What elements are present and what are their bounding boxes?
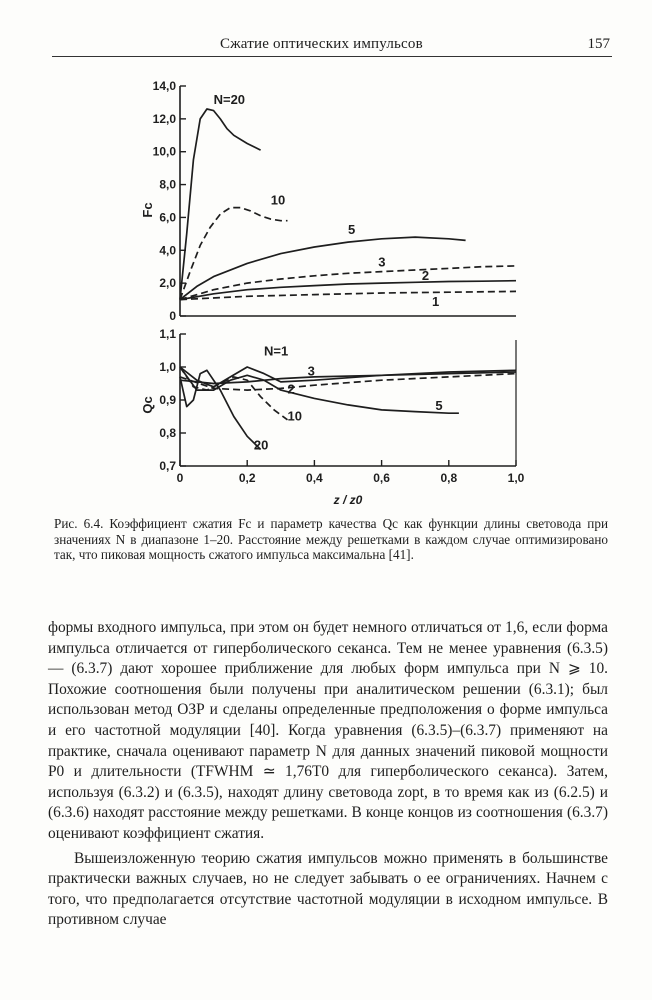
series-label: 10 [270,192,286,208]
series-label: 3 [378,254,386,270]
series-label: 1 [432,294,440,310]
series-label: 2 [287,381,295,397]
series-curve-N=20 [180,109,261,300]
y-tick-label: 10,0 [152,144,176,159]
series-label: 10 [287,408,302,424]
running-title: Сжатие оптических импульсов [220,36,423,52]
page-number: 157 [587,36,610,52]
y-axis-label: Fc [140,202,155,218]
y-tick-label: 6,0 [159,210,176,225]
caption-label: Рис. 6.4. [54,516,104,531]
x-tick-label: 0,8 [440,471,458,485]
figure-caption [54,516,608,563]
paragraph: Вышеизложенную теорию сжатия импульсов можно применять в большинстве практически важных случаев, но не следует забывать о ее ограничениях. Начнем с того, что предполагается отсутствие частотной модуляции в исходном импульсе. В противном случае [48,849,608,929]
y-tick-label: 0,7 [159,459,176,473]
y-tick-label: 0,8 [159,426,176,440]
x-tick-label: 0,2 [238,471,256,485]
x-axis-label: z / z0 [333,493,363,507]
x-tick-label: 0 [176,471,184,485]
x-tick-label: 0,6 [373,471,390,485]
body-text [48,618,608,931]
series-label: 2 [421,267,430,283]
series-curve-1 [180,291,516,299]
y-tick-label: 0 [169,309,176,323]
paragraph: формы входного импульса, при этом он будет немного отличаться от 1,6, если форма импульса отличается от гиперболического секанса. Тем не менее уравнения (6.3.5) — (6.3.7) дают хорошее приближение для любых форм импульса при N ⩾ 10. Похожие соотношения были получены при аналитическом решении (6.3.1); был использован метод ОЗР и сделаны определенные предположения о форме импульса и его частотной модуляции [40]. Когда уравнения (6.3.5)–(6.3.7) применяют на практике, сначала оценивают параметр N для данных значений пиковой мощности P0 и длительности (TFWHM ≃ 1,76T0 для гиперболического секанса). Затем, используя (6.3.2) и (6.3.5), находят длину световода zopt, в то время как из (6.2.5) и (6.3.6) находят расстояние между решетками. В конце концов из соотношения (6.3.7) оценивают коэффициент сжатия. [48,619,608,842]
series-label: N=20 [213,92,246,108]
y-tick-label: 4,0 [159,243,176,258]
x-tick-label: 1,0 [507,471,525,485]
series-label: 5 [435,397,443,413]
y-tick-label: 1,1 [159,327,176,341]
x-tick-label: 0,4 [306,471,323,485]
y-tick-label: 8,0 [159,177,176,192]
y-tick-label: 14,0 [152,79,176,93]
series-label: 3 [307,363,315,379]
caption-text: Коэффициент сжатия Fc и параметр качества Qc как функции длины световода при значениях N в диапазоне 1–20. Расстояние между решетками в каждом случае оптимизировано так, что пиковая мощность сжатого импульса максимальна [41]. [54,516,608,563]
y-tick-label: 1,0 [159,360,176,374]
series-label: 20 [253,437,269,453]
y-tick-label: 12,0 [152,111,176,126]
y-tick-label: 0,9 [159,393,176,407]
y-tick-label: 2,0 [159,276,176,291]
series-label: 5 [348,221,356,237]
y-axis-label: Qc [140,396,155,414]
series-label: N=1 [264,343,289,359]
